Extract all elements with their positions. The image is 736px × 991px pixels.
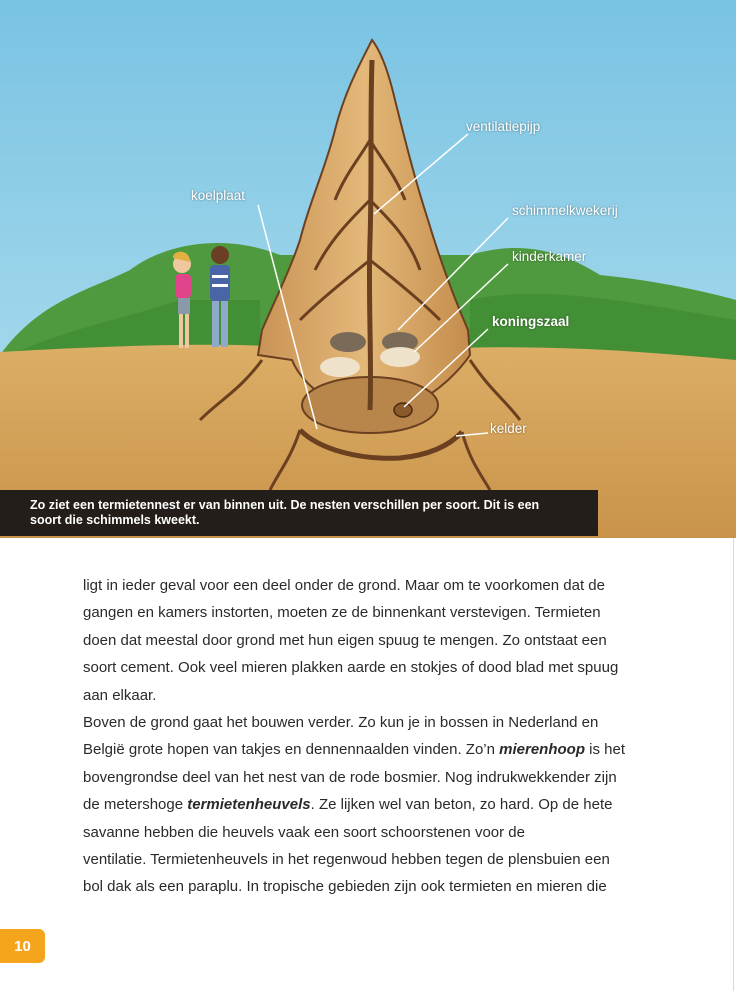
body-text-run: . Ze lijken wel van beton, zo hard. Op de hete [310,796,613,814]
body-line [83,791,663,818]
caption-line-2: soort die schimmels kweekt. [30,513,200,527]
body-text-run: de metershoge [83,796,188,814]
page-edge-rule [733,538,734,991]
body-line: ventilatie. Termietenheuvels in het regenwoud hebben tegen de plensbuien een [83,851,610,869]
label-koningszaal: koningszaal [492,314,570,329]
term-termietenheuvels: termietenheuvels [187,796,311,814]
body-line: ligt in ieder geval voor een deel onder de grond. Maar om te voorkomen dat de [83,577,605,594]
term-mierenhoop: mierenhoop [499,741,585,759]
body-line: soort cement. Ook veel mieren plakken aarde en stokjes of dood blad met spuug [83,659,619,677]
label-kinderkamer: kinderkamer [512,249,587,264]
body-line: Boven de grond gaat het bouwen verder. Zo kun je in bossen in Nederland en [83,714,599,732]
label-ventilatiepijp: ventilatiepijp [466,119,541,134]
body-line: bol dak als een paraplu. In tropische gebieden zijn ook termieten en mieren die [83,878,607,896]
page-number-badge: 10 [0,929,45,963]
illustration-caption [0,490,598,536]
body-line [83,736,663,763]
body-text-run: is het [585,741,626,759]
body-line: doen dat meestal door grond met hun eigen spuug te mengen. Zo ontstaat een [83,631,607,649]
body-text [83,572,663,901]
body-line: aan elkaar. [83,686,157,704]
label-schimmelkwekerij: schimmelkwekerij [512,203,618,218]
body-line: bovengrondse deel van het nest van de rode bosmier. Nog indrukwekkender zijn [83,768,617,786]
body-text-run: België grote hopen van takjes en dennennaalden vinden. Zo’n [83,741,500,759]
caption-line-1: Zo ziet een termietennest er van binnen uit. De nesten verschillen per soort. Dit is een [30,498,540,512]
label-koelplaat: koelplaat [191,188,246,203]
body-line: gangen en kamers instorten, moeten ze de binnenkant verstevigen. Termieten [83,604,601,622]
body-line: savanne hebben die heuvels vaak een soort schoorstenen voor de [83,823,525,841]
label-kelder: kelder [490,421,527,436]
